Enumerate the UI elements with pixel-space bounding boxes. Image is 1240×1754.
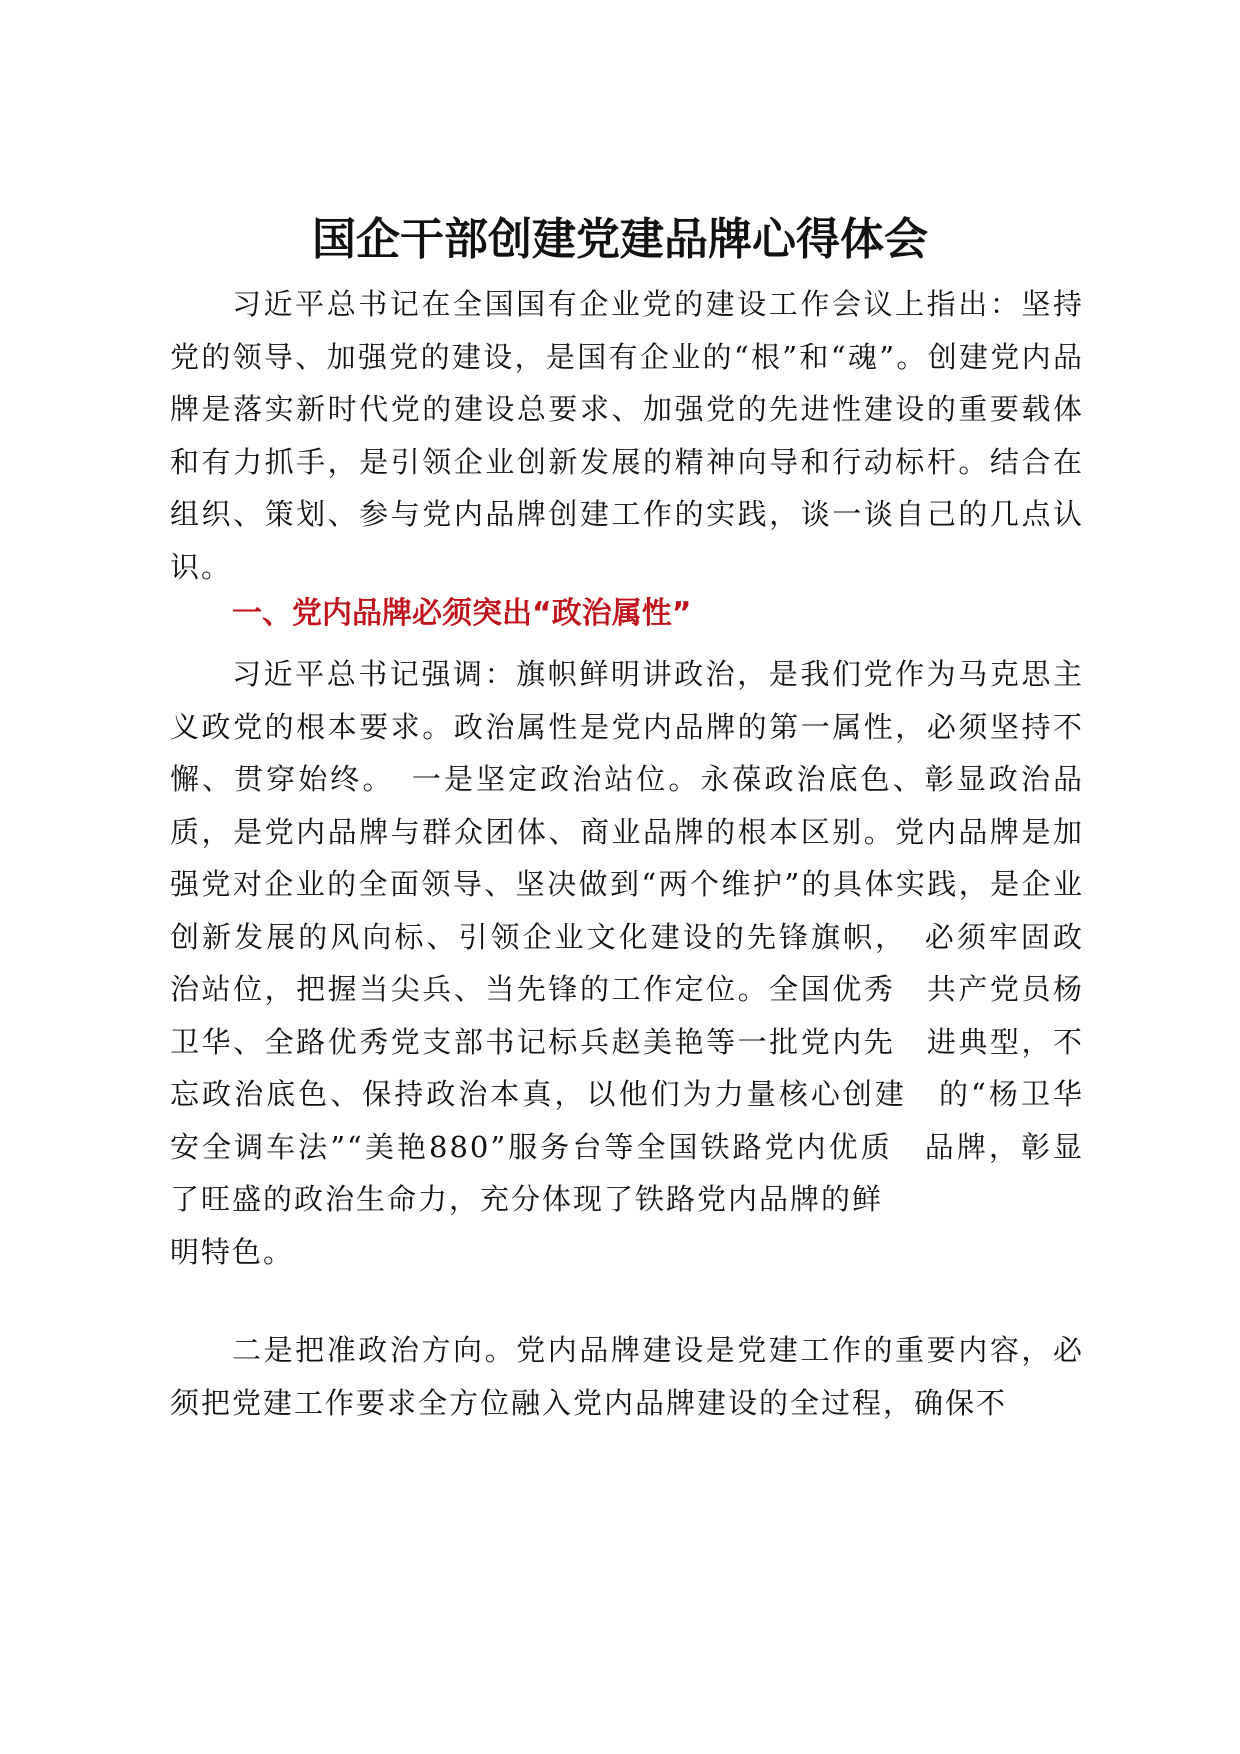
section-heading-political-attribute: 一、党内品牌必须突出“政治属性” (232, 596, 692, 631)
paragraph-political-stance: 习近平总书记强调：旗帜鲜明讲政治，是我们党作为马克思主义政党的根本要求。政治属性是党内品牌的第一属性，必须坚持不懈、贯穿始终。 一是坚定政治站位。永葆政治底色、彰显政治品质，是党内品牌与群众团体、商业品牌的根本区别。党内品牌是加强党对企业的全面领导、坚决做到“两个维护”的具体实践，是企业创新发展的风向标、引领企业文化建设的先锋旗帜， 必须牢固政治站位，把握当尖兵、当先锋的工作定位。全国优秀 共产党员杨卫华、全路优秀党支部书记标兵赵美艳等一批党内先 进典型，不忘政治底色、保持政治本真，以他们为力量核心创建 的“杨卫华安全调车法”“美艳880”服务台等全国铁路党内优质 品牌，彰显了旺盛的政治生命力，充分体现了铁路党内品牌的鲜 明特色。 (170, 657, 1084, 1269)
document-title: 国企干部创建党建品牌心得体会 (312, 214, 928, 265)
paragraph-intro: 习近平总书记在全国国有企业党的建设工作会议上指出：坚持党的领导、加强党的建设，是国有企业的“根”和“魂”。创建党内品牌是落实新时代党的建设总要求、加强党的先进性建设的重要载体和有力抓手，是引领企业创新发展的精神向导和行动标杆。结合在组织、策划、参与党内品牌创建工作的实践，谈一谈自己的几点认识。 (170, 287, 1084, 584)
paragraph-political-direction: 二是把准政治方向。党内品牌建设是党建工作的重要内容，必须把党建工作要求全方位融入党内品牌建设的全过程，确保不 (170, 1333, 1084, 1420)
